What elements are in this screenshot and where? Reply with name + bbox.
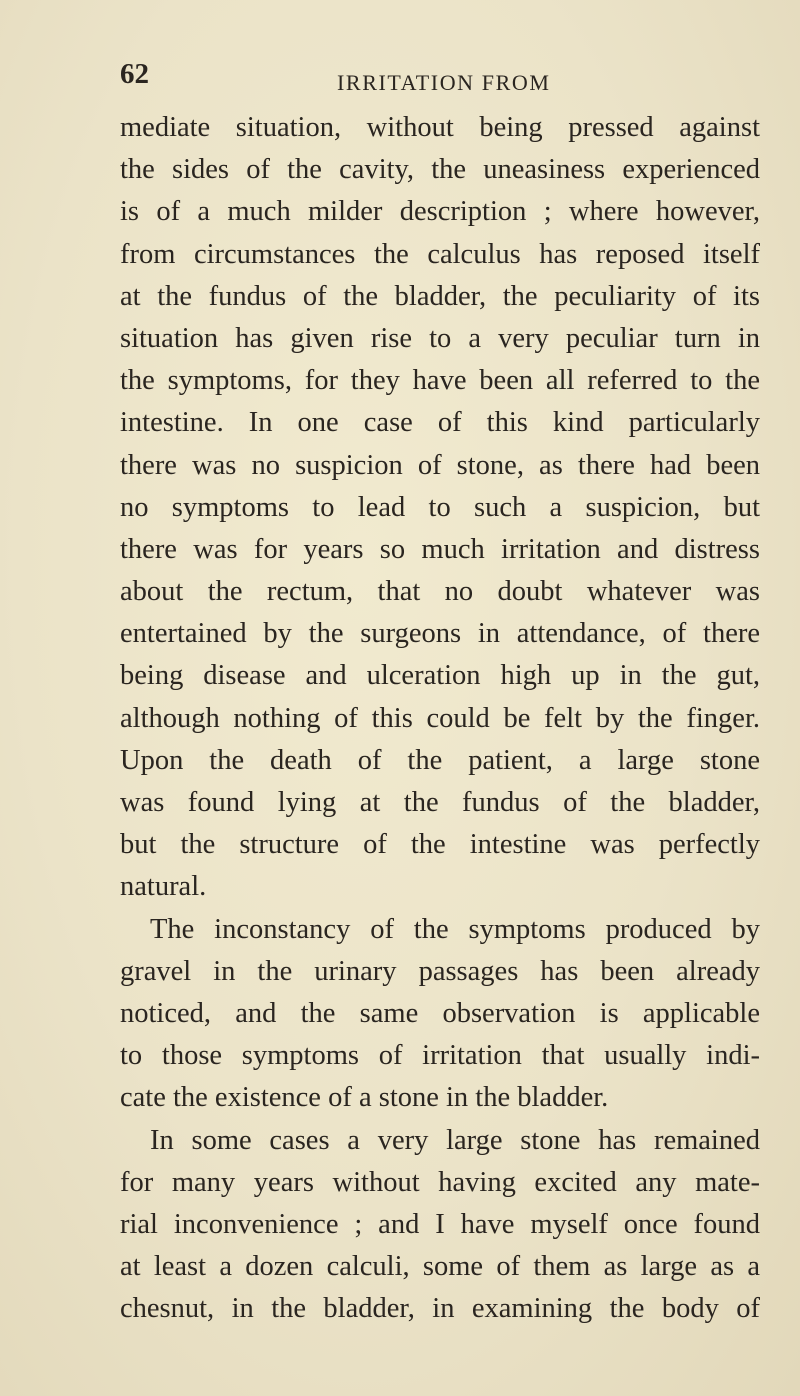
text-line: intestine. In one case of this kind particularly bbox=[120, 407, 760, 439]
text-line: The inconstancy of the symptoms produced by bbox=[150, 913, 760, 945]
text-line: entertained by the surgeons in attendance, of there bbox=[120, 618, 760, 650]
text-line: although nothing of this could be felt by the finger. bbox=[120, 702, 760, 734]
text-line: no symptoms to lead to such a suspicion, but bbox=[120, 491, 760, 523]
text-line: the sides of the cavity, the uneasiness experienced bbox=[120, 154, 760, 186]
text-line: there was no suspicion of stone, as there had been bbox=[120, 449, 760, 481]
text-line: situation has given rise to a very peculiar turn in bbox=[120, 322, 760, 354]
text-line: but the structure of the intestine was perfectly bbox=[120, 829, 760, 861]
text-line: to those symptoms of irritation that usually indi- bbox=[120, 1040, 760, 1072]
text-line: the symptoms, for they have been all referred to the bbox=[120, 365, 760, 397]
text-line: was found lying at the fundus of the bladder, bbox=[120, 787, 760, 818]
text-line: noticed, and the same observation is applicable bbox=[120, 997, 760, 1029]
text-line: about the rectum, that no doubt whatever was bbox=[120, 576, 760, 608]
text-line: rial inconvenience ; and I have myself once found bbox=[120, 1208, 760, 1240]
text-line: is of a much milder description ; where however, bbox=[120, 196, 760, 228]
text-line: In some cases a very large stone has remained bbox=[150, 1124, 760, 1156]
text-line: there was for years so much irritation and distress bbox=[120, 533, 760, 565]
text-line: for many years without having excited any mate- bbox=[120, 1166, 760, 1198]
page-header bbox=[120, 58, 760, 98]
text-line: from circumstances the calculus has reposed itself bbox=[120, 238, 760, 270]
text-line: natural. bbox=[120, 871, 207, 903]
text-line: at the fundus of the bladder, the peculiarity of its bbox=[120, 280, 760, 312]
text-line: gravel in the urinary passages has been already bbox=[120, 955, 760, 987]
running-title: IRRITATION FROM bbox=[337, 70, 551, 95]
text-line: mediate situation, without being pressed against bbox=[120, 112, 760, 143]
text-line: chesnut, in the bladder, in examining the body of bbox=[120, 1293, 760, 1325]
body-text bbox=[120, 107, 760, 1330]
page-number: 62 bbox=[120, 58, 149, 90]
text-line: being disease and ulceration high up in the gut, bbox=[120, 660, 760, 692]
text-line: at least a dozen calculi, some of them as large as a bbox=[120, 1251, 760, 1283]
text-line: cate the existence of a stone in the bladder. bbox=[120, 1082, 609, 1114]
text-line: Upon the death of the patient, a large stone bbox=[120, 744, 760, 776]
